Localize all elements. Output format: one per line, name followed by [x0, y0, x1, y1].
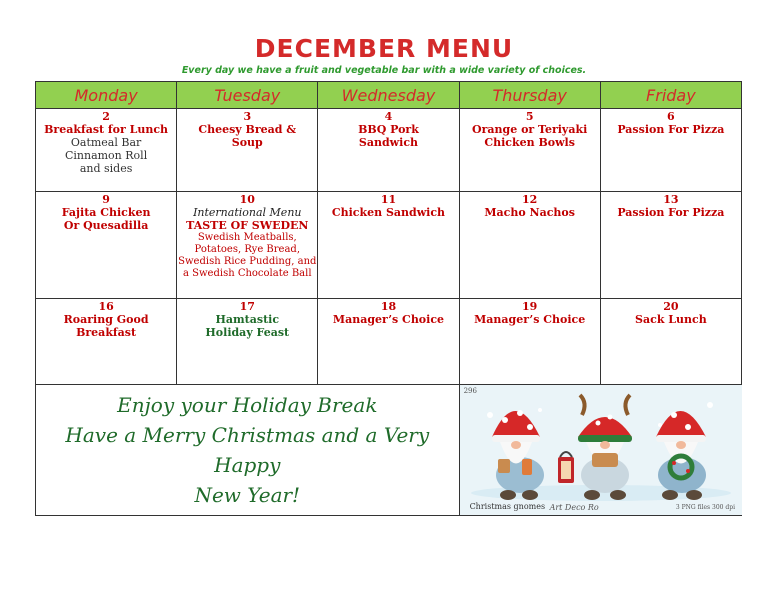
week-row-2: [36, 192, 742, 299]
menu-item: Breakfast: [76, 326, 137, 340]
menu-item: Manager’s Choice: [332, 313, 445, 327]
header-wednesday: Wednesday: [318, 82, 459, 109]
day-number: 18: [380, 300, 397, 314]
day-number: 13: [663, 193, 679, 207]
image-caption: Christmas gnomes: [469, 502, 546, 511]
day-cell-18: [318, 299, 459, 384]
gnomes-icon: [460, 385, 742, 515]
menu-item: Passion For Pizza: [617, 123, 725, 137]
day-number: 9: [102, 193, 110, 207]
header-tuesday: Tuesday: [177, 82, 318, 109]
menu-item: Sack Lunch: [635, 313, 707, 327]
menu-detail: and sides: [79, 162, 133, 176]
day-cell-19: [459, 299, 600, 384]
day-number: 11: [380, 193, 397, 207]
day-cell-5: [459, 109, 600, 192]
header-monday: Monday: [36, 82, 177, 109]
day-number: 16: [98, 300, 114, 314]
day-cell-20: [600, 299, 741, 384]
menu-detail: Swedish Rice Pudding, and: [178, 256, 317, 268]
menu-item: TASTE OF SWEDEN: [186, 219, 309, 233]
day-cell-4: [318, 109, 459, 192]
day-number: 3: [243, 110, 252, 124]
day-cell-16: [36, 299, 177, 384]
gnomes-illustration: [459, 384, 741, 515]
menu-item: Holiday Feast: [205, 326, 290, 340]
day-cell-17: [177, 299, 318, 384]
image-spec: 3 PNG files 300 dpi: [675, 504, 735, 511]
page-subtitle: Every day we have a fruit and vegetable bar with a wide variety of choices.: [181, 65, 587, 76]
menu-item: Passion For Pizza: [617, 206, 725, 220]
menu-calendar: [35, 81, 742, 516]
day-number: 10: [239, 193, 255, 207]
menu-item: Macho Nachos: [484, 206, 575, 220]
holiday-line-1: Enjoy your Holiday Break: [117, 392, 378, 417]
day-number: 20: [663, 300, 679, 314]
menu-theme: International Menu: [193, 206, 302, 220]
image-number: 296: [463, 386, 477, 395]
menu-item: Chicken Bowls: [484, 136, 575, 150]
day-cell-13: [600, 192, 741, 299]
day-number: 5: [525, 110, 534, 124]
day-cell-11: [318, 192, 459, 299]
menu-item: Soup: [231, 136, 263, 150]
menu-detail: Potatoes, Rye Bread,: [194, 244, 301, 256]
menu-item: Fajita Chicken: [61, 206, 151, 220]
day-cell-3: [177, 109, 318, 192]
header-friday: Friday: [600, 82, 741, 109]
menu-item: Chicken Sandwich: [331, 206, 446, 220]
menu-item: Hamtastic: [215, 313, 280, 327]
menu-detail: Cinnamon Roll: [64, 149, 148, 163]
weekday-header-row: [36, 82, 742, 109]
menu-item: Sandwich: [358, 136, 419, 150]
holiday-line-3: New Year!: [194, 482, 301, 507]
day-cell-12: [459, 192, 600, 299]
day-cell-2: [36, 109, 177, 192]
menu-item: Cheesy Bread &: [198, 123, 297, 137]
menu-item: Orange or Teriyaki: [472, 123, 588, 137]
day-number: 4: [384, 110, 393, 124]
week-row-1: [36, 109, 742, 192]
image-logo: Art Deco Ro: [549, 503, 599, 512]
menu-detail: Oatmeal Bar: [70, 136, 142, 150]
menu-item: BBQ Pork: [358, 123, 419, 137]
day-number: 17: [239, 300, 255, 314]
day-number: 19: [522, 300, 538, 314]
menu-detail: a Swedish Chocolate Ball: [183, 268, 312, 280]
menu-item: Or Quesadilla: [63, 219, 149, 233]
day-cell-10: [177, 192, 318, 299]
holiday-message: [36, 384, 460, 515]
holiday-line-2: Have a Merry Christmas and a Very Happy: [65, 422, 430, 477]
day-number: 2: [102, 110, 110, 124]
menu-detail: Swedish Meatballs,: [197, 232, 297, 244]
page-title: DECEMBER MENU: [254, 34, 514, 63]
week-row-3: [36, 299, 742, 384]
menu-item: Manager’s Choice: [474, 313, 586, 327]
day-cell-9: [36, 192, 177, 299]
header-thursday: Thursday: [459, 82, 600, 109]
menu-item: Roaring Good: [63, 313, 149, 327]
menu-item: Breakfast for Lunch: [44, 123, 169, 137]
day-cell-6: [600, 109, 741, 192]
day-number: 6: [667, 110, 675, 124]
day-number: 12: [522, 193, 538, 207]
holiday-row: [36, 384, 742, 515]
